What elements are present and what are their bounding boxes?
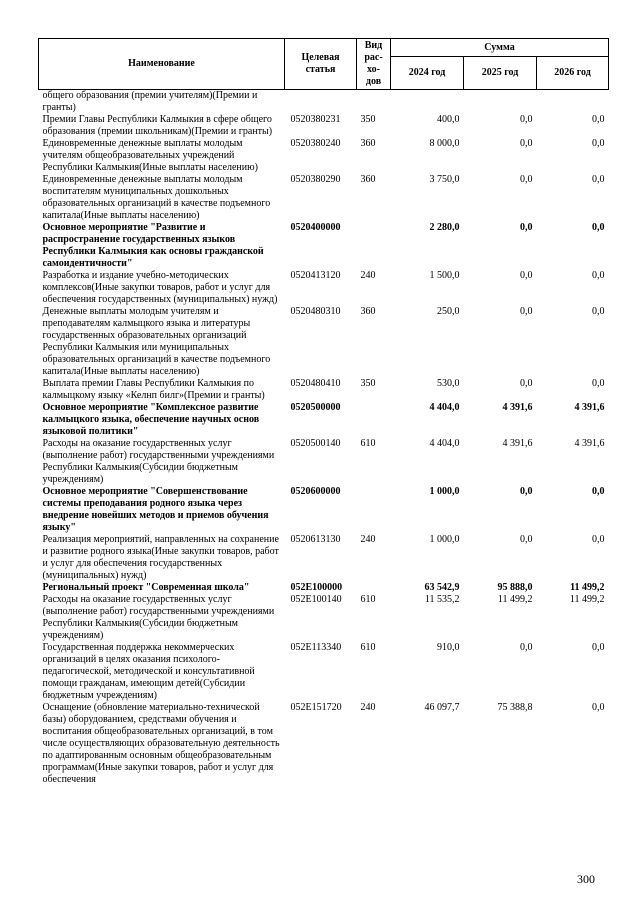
row-target-article: 0520380290 [290, 174, 341, 185]
table-row [39, 402, 609, 438]
row-sum-2024: 1 000,0 [429, 486, 460, 497]
row-sum-2026: 0,0 [592, 378, 605, 389]
table-row [39, 138, 609, 174]
row-sum-2024: 63 542,9 [424, 582, 460, 593]
table-header [39, 39, 609, 90]
row-expense-type [357, 402, 391, 438]
row-expense-type: 360 [360, 138, 376, 149]
table-row [39, 438, 609, 486]
row-name: Единовременные денежные выплаты молодым учителям общеобразовательных учреждений Республики Калмыкия(Иные выплаты населению) [42, 138, 258, 173]
row-expense-type [357, 486, 391, 534]
table-row [39, 594, 609, 642]
row-name: Основное мероприятие "Комплексное развитие калмыцкого языка, обеспечение научных основ языковой политики" [42, 402, 260, 437]
row-sum-2026: 11 499,2 [570, 582, 605, 593]
row-expense-type: 360 [360, 306, 376, 317]
header-vid-line: Вид [364, 40, 383, 51]
row-target-article: 052E100140 [290, 594, 342, 605]
row-expense-type: 350 [360, 114, 376, 125]
row-target-article: 0520500140 [290, 438, 341, 449]
row-sum-2025: 0,0 [520, 642, 533, 653]
table-row [39, 534, 609, 582]
table-row [39, 582, 609, 594]
row-target-article: 0520600000 [290, 486, 341, 497]
row-sum-2026: 11 499,2 [569, 594, 605, 605]
header-expense-type [357, 39, 391, 90]
header-name: Наименование [39, 39, 285, 90]
row-expense-type: 360 [360, 174, 376, 185]
table-row [39, 378, 609, 402]
row-sum-2026 [537, 90, 609, 115]
row-target-article: 052E100000 [290, 582, 343, 593]
row-sum-2025: 0,0 [520, 114, 533, 125]
row-sum-2024: 1 000,0 [429, 534, 460, 545]
row-sum-2025: 0,0 [520, 378, 533, 389]
row-target-article: 0520500000 [290, 402, 341, 413]
row-name: Оснащение (обновление материально-технической базы) оборудованием, средствами обучения и воспитания общеобразовательных организаций, в том числе осуществляющих образовательную деятельность по адаптированным основным общеобразовательным программам(Иные закупки товаров, работ и услуг для обеспечения [42, 702, 280, 785]
row-sum-2024: 250,0 [437, 306, 460, 317]
row-target-article: 0520400000 [290, 222, 341, 233]
row-target-article: 0520613130 [290, 534, 341, 545]
row-name: Расходы на оказание государственных услуг (выполнение работ) государственными учреждениями Республики Калмыкия(Субсидии бюджетным учреждениям) [42, 594, 275, 641]
table-row [39, 222, 609, 270]
table-row [39, 270, 609, 306]
row-sum-2024: 4 404,0 [429, 402, 460, 413]
row-sum-2025: 0,0 [520, 138, 533, 149]
row-sum-2024: 8 000,0 [429, 138, 460, 149]
row-sum-2024 [391, 90, 464, 115]
table-row [39, 642, 609, 702]
row-sum-2026: 0,0 [592, 114, 605, 125]
row-sum-2025: 11 499,2 [497, 594, 533, 605]
row-sum-2026: 0,0 [592, 702, 605, 713]
table-row [39, 306, 609, 378]
row-target-article: 0520413120 [290, 270, 341, 281]
row-name: Выплата премии Главы Республики Калмыкия по калмыцкому языку «Келнп билг»(Премии и гранты) [42, 378, 265, 401]
row-sum-2025: 0,0 [520, 222, 533, 233]
row-sum-2024: 2 280,0 [429, 222, 460, 233]
table-row [39, 174, 609, 222]
row-name: Основное мероприятие "Развитие и распространение государственных языков Республики Калмыкия как основы гражданской самоидентичности" [42, 222, 264, 269]
row-expense-type: 240 [360, 270, 376, 281]
row-sum-2026: 0,0 [592, 642, 605, 653]
row-sum-2024: 530,0 [437, 378, 460, 389]
header-target-article: Целевая статья [285, 39, 357, 90]
row-sum-2025: 0,0 [520, 486, 533, 497]
row-sum-2025: 75 388,8 [497, 702, 533, 713]
row-sum-2026: 0,0 [592, 222, 605, 233]
row-sum-2026: 0,0 [592, 486, 605, 497]
row-target-article: 0520480310 [290, 306, 341, 317]
row-expense-type: 350 [360, 378, 376, 389]
row-name: Денежные выплаты молодым учителям и преподавателям калмыцкого языка и литературы государственных образовательных организаций Республики Калмыкия или муниципальных образовательных организаций в качестве подъемного капитала(Иные выплаты населению) [42, 306, 271, 377]
row-sum-2025: 0,0 [520, 270, 533, 281]
row-name: Реализация мероприятий, направленных на сохранение и развитие родного языка(Иные закупки товаров, работ и услуг для обеспечения государственных (муниципальных) нужд) [42, 534, 279, 581]
row-name: Премии Главы Республики Калмыкия в сфере общего образования (премии школьникам)(Премии и гранты) [42, 114, 273, 137]
row-sum-2025: 0,0 [520, 534, 533, 545]
row-name: Региональный проект "Современная школа" [42, 582, 250, 593]
row-expense-type: 610 [360, 594, 376, 605]
row-name: Разработка и издание учебно-методических комплексов(Иные закупки товаров, работ и услуг для обеспечения государственных (муниципальных) нужд) [42, 270, 278, 305]
row-expense-type [357, 222, 391, 270]
header-year-2025: 2025 год [464, 57, 537, 90]
header-vid-line: рас- [364, 52, 383, 63]
row-sum-2025: 4 391,6 [502, 438, 533, 449]
row-sum-2024: 3 750,0 [429, 174, 460, 185]
row-expense-type: 240 [360, 702, 376, 713]
row-target-article: 052E151720 [290, 702, 342, 713]
row-sum-2025: 95 888,0 [497, 582, 533, 593]
row-sum-2025: 0,0 [520, 174, 533, 185]
row-target-article [285, 90, 357, 115]
row-expense-type: 610 [360, 438, 376, 449]
row-target-article: 0520380240 [290, 138, 341, 149]
header-vid-line: хо- [367, 64, 380, 75]
row-sum-2026: 0,0 [592, 306, 605, 317]
table-body [39, 90, 609, 787]
budget-table [38, 38, 609, 786]
row-sum-2026: 0,0 [592, 534, 605, 545]
header-year-2024: 2024 год [391, 57, 464, 90]
row-sum-2024: 910,0 [437, 642, 460, 653]
table-row [39, 114, 609, 138]
row-expense-type: 240 [360, 534, 376, 545]
header-sum: Сумма [391, 39, 609, 57]
row-sum-2024: 46 097,7 [424, 702, 460, 713]
row-name: Государственная поддержка некоммерческих организаций в целях оказания психолого-педагогической, методической и консультативной помощи гражданам, имеющим детей(Субсидии бюджетным учреждениям) [42, 642, 255, 701]
row-name: Единовременные денежные выплаты молодым воспитателям муниципальных дошкольных образовательных организаций в качестве подъемного капитала(Иные выплаты населению) [42, 174, 271, 221]
row-sum-2026: 4 391,6 [574, 402, 605, 413]
row-sum-2024: 11 535,2 [424, 594, 460, 605]
row-target-article: 052E113340 [290, 642, 342, 653]
row-sum-2026: 0,0 [592, 174, 605, 185]
row-name: Основное мероприятие "Совершенствование системы преподавания родного языка через внедрение новейших методов и приемов обучения языку" [42, 486, 269, 533]
row-sum-2026: 4 391,6 [574, 438, 605, 449]
row-expense-type: 610 [360, 642, 376, 653]
row-sum-2024: 4 404,0 [429, 438, 460, 449]
row-expense-type [357, 90, 391, 115]
row-name: Расходы на оказание государственных услуг (выполнение работ) государственными учреждениями Республики Калмыкия(Субсидии бюджетным учреждениям) [42, 438, 275, 485]
table-row [39, 486, 609, 534]
table-row [39, 90, 609, 115]
row-target-article: 0520380231 [290, 114, 341, 125]
row-name: общего образования (премии учителям)(Премии и гранты) [42, 90, 258, 113]
row-expense-type [357, 582, 391, 594]
row-sum-2025: 4 391,6 [502, 402, 533, 413]
row-sum-2025: 0,0 [520, 306, 533, 317]
row-sum-2024: 400,0 [437, 114, 460, 125]
header-vid-line: дов [365, 76, 382, 87]
row-sum-2024: 1 500,0 [429, 270, 460, 281]
row-sum-2026: 0,0 [592, 270, 605, 281]
row-sum-2026: 0,0 [592, 138, 605, 149]
row-sum-2025 [464, 90, 537, 115]
row-target-article: 0520480410 [290, 378, 341, 389]
header-year-2026: 2026 год [537, 57, 609, 90]
table-row [39, 702, 609, 786]
page-number: 300 [577, 872, 595, 886]
